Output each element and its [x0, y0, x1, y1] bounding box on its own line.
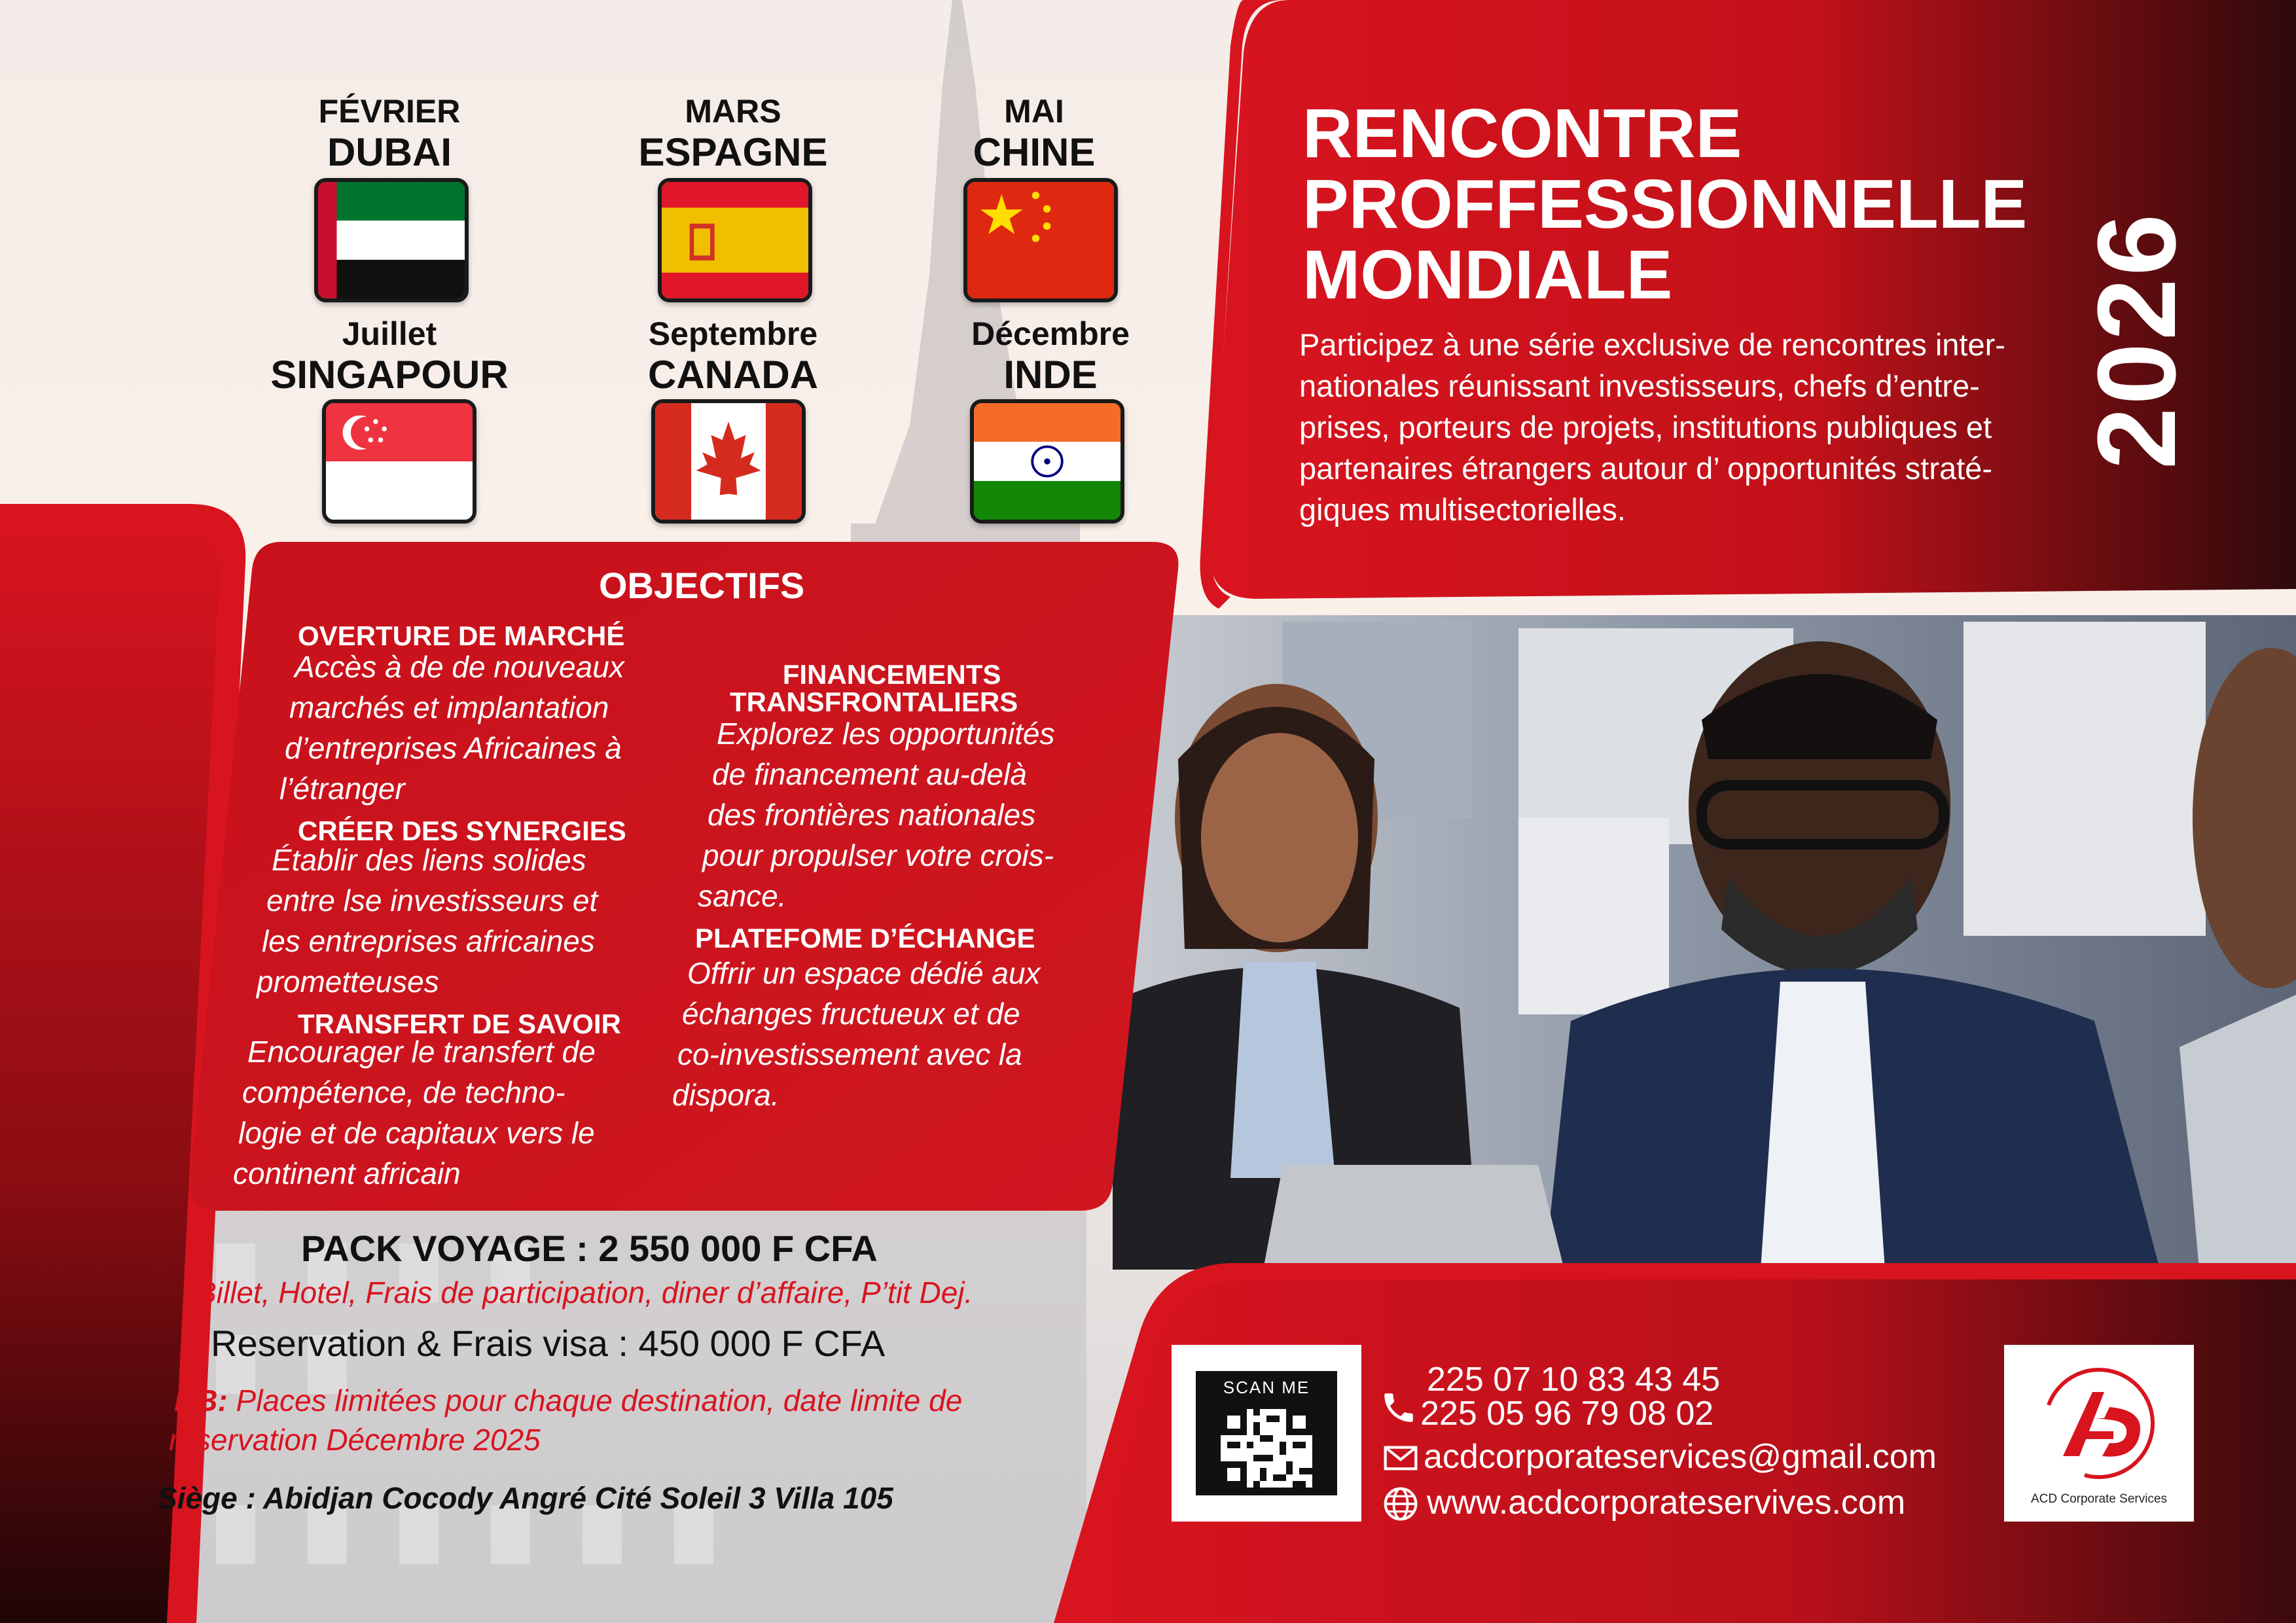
spain-flag-icon: [658, 178, 812, 302]
objectif-line: compétence, de techno-: [242, 1075, 565, 1109]
siege-address: Siège : Abidjan Cocody Angré Cité Soleil 3 Villa 105: [157, 1481, 893, 1515]
headline: [1302, 95, 2028, 313]
destination-country: SINGAPOUR: [270, 353, 509, 397]
intro-paragraph: [1299, 324, 2091, 530]
objectif-line: co-investissement avec la: [677, 1037, 1022, 1071]
destination-inde: [913, 314, 1188, 397]
headline-line-1: RENCONTRE: [1302, 95, 1742, 172]
destination-chine: [897, 92, 1172, 174]
nb-label: NB:: [174, 1383, 228, 1418]
uae-flag-icon: [314, 178, 469, 302]
destination-country: ESPAGNE: [638, 130, 828, 174]
objectif-text: [674, 953, 1093, 1115]
objectif-line: échanges fructueux et de: [682, 997, 1020, 1031]
scan-me-label: SCAN ME: [1223, 1378, 1310, 1397]
intro-line: prises, porteurs de projets, institutions publiques et: [1299, 410, 1992, 444]
objectif-line: sance.: [698, 879, 787, 913]
qr-pattern-icon: [1221, 1409, 1312, 1488]
qr-code[interactable]: [1172, 1345, 1361, 1522]
objectif-line: l’étranger: [279, 772, 405, 806]
china-flag-icon: [963, 178, 1118, 302]
phone-icon: [1380, 1389, 1418, 1427]
objectif-line: pour propulser votre crois-: [702, 838, 1054, 872]
objectif-heading: PLATEFOME D’ÉCHANGE: [695, 923, 1035, 954]
objectif-heading: TRANSFERT DE SAVOIR: [298, 1008, 621, 1039]
destination-month: Décembre: [971, 315, 1130, 352]
email-address[interactable]: acdcorporateservices@gmail.com: [1424, 1438, 1937, 1476]
destination-country: CHINE: [973, 130, 1096, 174]
destination-country: INDE: [1003, 353, 1098, 397]
destination-singapour: [252, 314, 527, 397]
destination-dubai: [252, 92, 527, 174]
objectif-heading: [730, 659, 1018, 717]
objectifs-title: OBJECTIFS: [599, 565, 805, 606]
objectif-heading: CRÉER DES SYNERGIES: [298, 815, 626, 846]
intro-line: giques multisectorielles.: [1299, 492, 1626, 527]
objectif-line: les entreprises africaines: [262, 924, 595, 958]
canada-flag-icon: [651, 399, 806, 524]
objectif-line: d’entreprises Africaines à: [285, 731, 622, 765]
objectif-text: [257, 840, 681, 1002]
objectif-line: des frontières nationales: [708, 798, 1036, 832]
acd-logo: [2004, 1345, 2194, 1522]
logo-caption: ACD Corporate Services: [2030, 1492, 2168, 1506]
objectif-text: [233, 1031, 661, 1194]
pack-price: PACK VOYAGE : 2 550 000 F CFA: [301, 1228, 878, 1269]
destination-country: CANADA: [648, 353, 818, 397]
destination-canada: [596, 314, 870, 397]
objectif-heading: OVERTURE DE MARCHÉ: [298, 620, 625, 651]
objectif-line: entre lse investisseurs et: [266, 883, 598, 918]
headline-line-2: PROFFESSIONNELLE: [1302, 166, 2028, 243]
india-flag-icon: [970, 399, 1124, 524]
destination-month: MARS: [685, 93, 781, 130]
destination-month: Septembre: [648, 315, 818, 352]
intro-line: nationales réunissant investisseurs, chefs d’entre-: [1299, 368, 1980, 403]
objectif-heading-line: TRANSFRONTALIERS: [730, 687, 1018, 717]
objectif-line: prometteuses: [257, 965, 439, 999]
objectif-text: [281, 647, 687, 809]
qr-frame: [1196, 1371, 1337, 1495]
mail-icon: [1382, 1440, 1419, 1476]
nb-text-2: reservation Décembre 2025: [169, 1423, 541, 1457]
singapore-flag-icon: [322, 399, 476, 524]
destination-month: Juillet: [342, 315, 437, 352]
phone-number-1[interactable]: 225 07 10 83 43 45: [1427, 1361, 1721, 1399]
pack-details: Billet, Hotel, Frais de participation, diner d’affaire, P’tit Dej.: [196, 1275, 973, 1310]
objectif-line: Accès à de de nouveaux: [295, 650, 624, 684]
objectif-line: continent africain: [233, 1156, 461, 1190]
objectif-line: Établir des liens solides: [272, 843, 586, 877]
globe-icon: [1382, 1486, 1419, 1522]
year-text: 2026: [2075, 211, 2199, 470]
objectif-line: logie et de capitaux vers le: [238, 1116, 595, 1150]
destination-month: MAI: [1004, 93, 1064, 130]
intro-line: partenaires étrangers autour d’ opportunités straté-: [1299, 451, 1992, 486]
destination-espagne: [596, 92, 870, 174]
website-link[interactable]: www.acdcorporateservives.com: [1427, 1484, 1906, 1522]
objectif-heading-line: FINANCEMENTS: [782, 659, 1001, 690]
objectif-line: marchés et implantation: [289, 690, 609, 724]
objectif-line: Encourager le transfert de: [247, 1035, 596, 1069]
objectif-line: dispora.: [672, 1078, 780, 1112]
destination-month: FÉVRIER: [318, 93, 461, 130]
objectif-text: [698, 713, 1122, 916]
headline-line-3: MONDIALE: [1302, 236, 1673, 313]
destination-country: DUBAI: [327, 130, 452, 174]
reservation-price: Reservation & Frais visa : 450 000 F CFA: [211, 1323, 886, 1364]
acd-logo-icon: [2034, 1358, 2164, 1489]
intro-line: Participez à une série exclusive de rencontres inter-: [1299, 327, 2005, 362]
objectif-line: Explorez les opportunités: [717, 717, 1055, 751]
objectif-line: Offrir un espace dédié aux: [687, 956, 1041, 990]
objectif-line: de financement au-delà: [712, 757, 1027, 791]
phone-number-2[interactable]: 225 05 96 79 08 02: [1420, 1395, 1714, 1433]
nb-note: [169, 1381, 1098, 1459]
year-label: [2072, 183, 2202, 497]
nb-text: Places limitées pour chaque destination, date limite de: [227, 1383, 963, 1418]
